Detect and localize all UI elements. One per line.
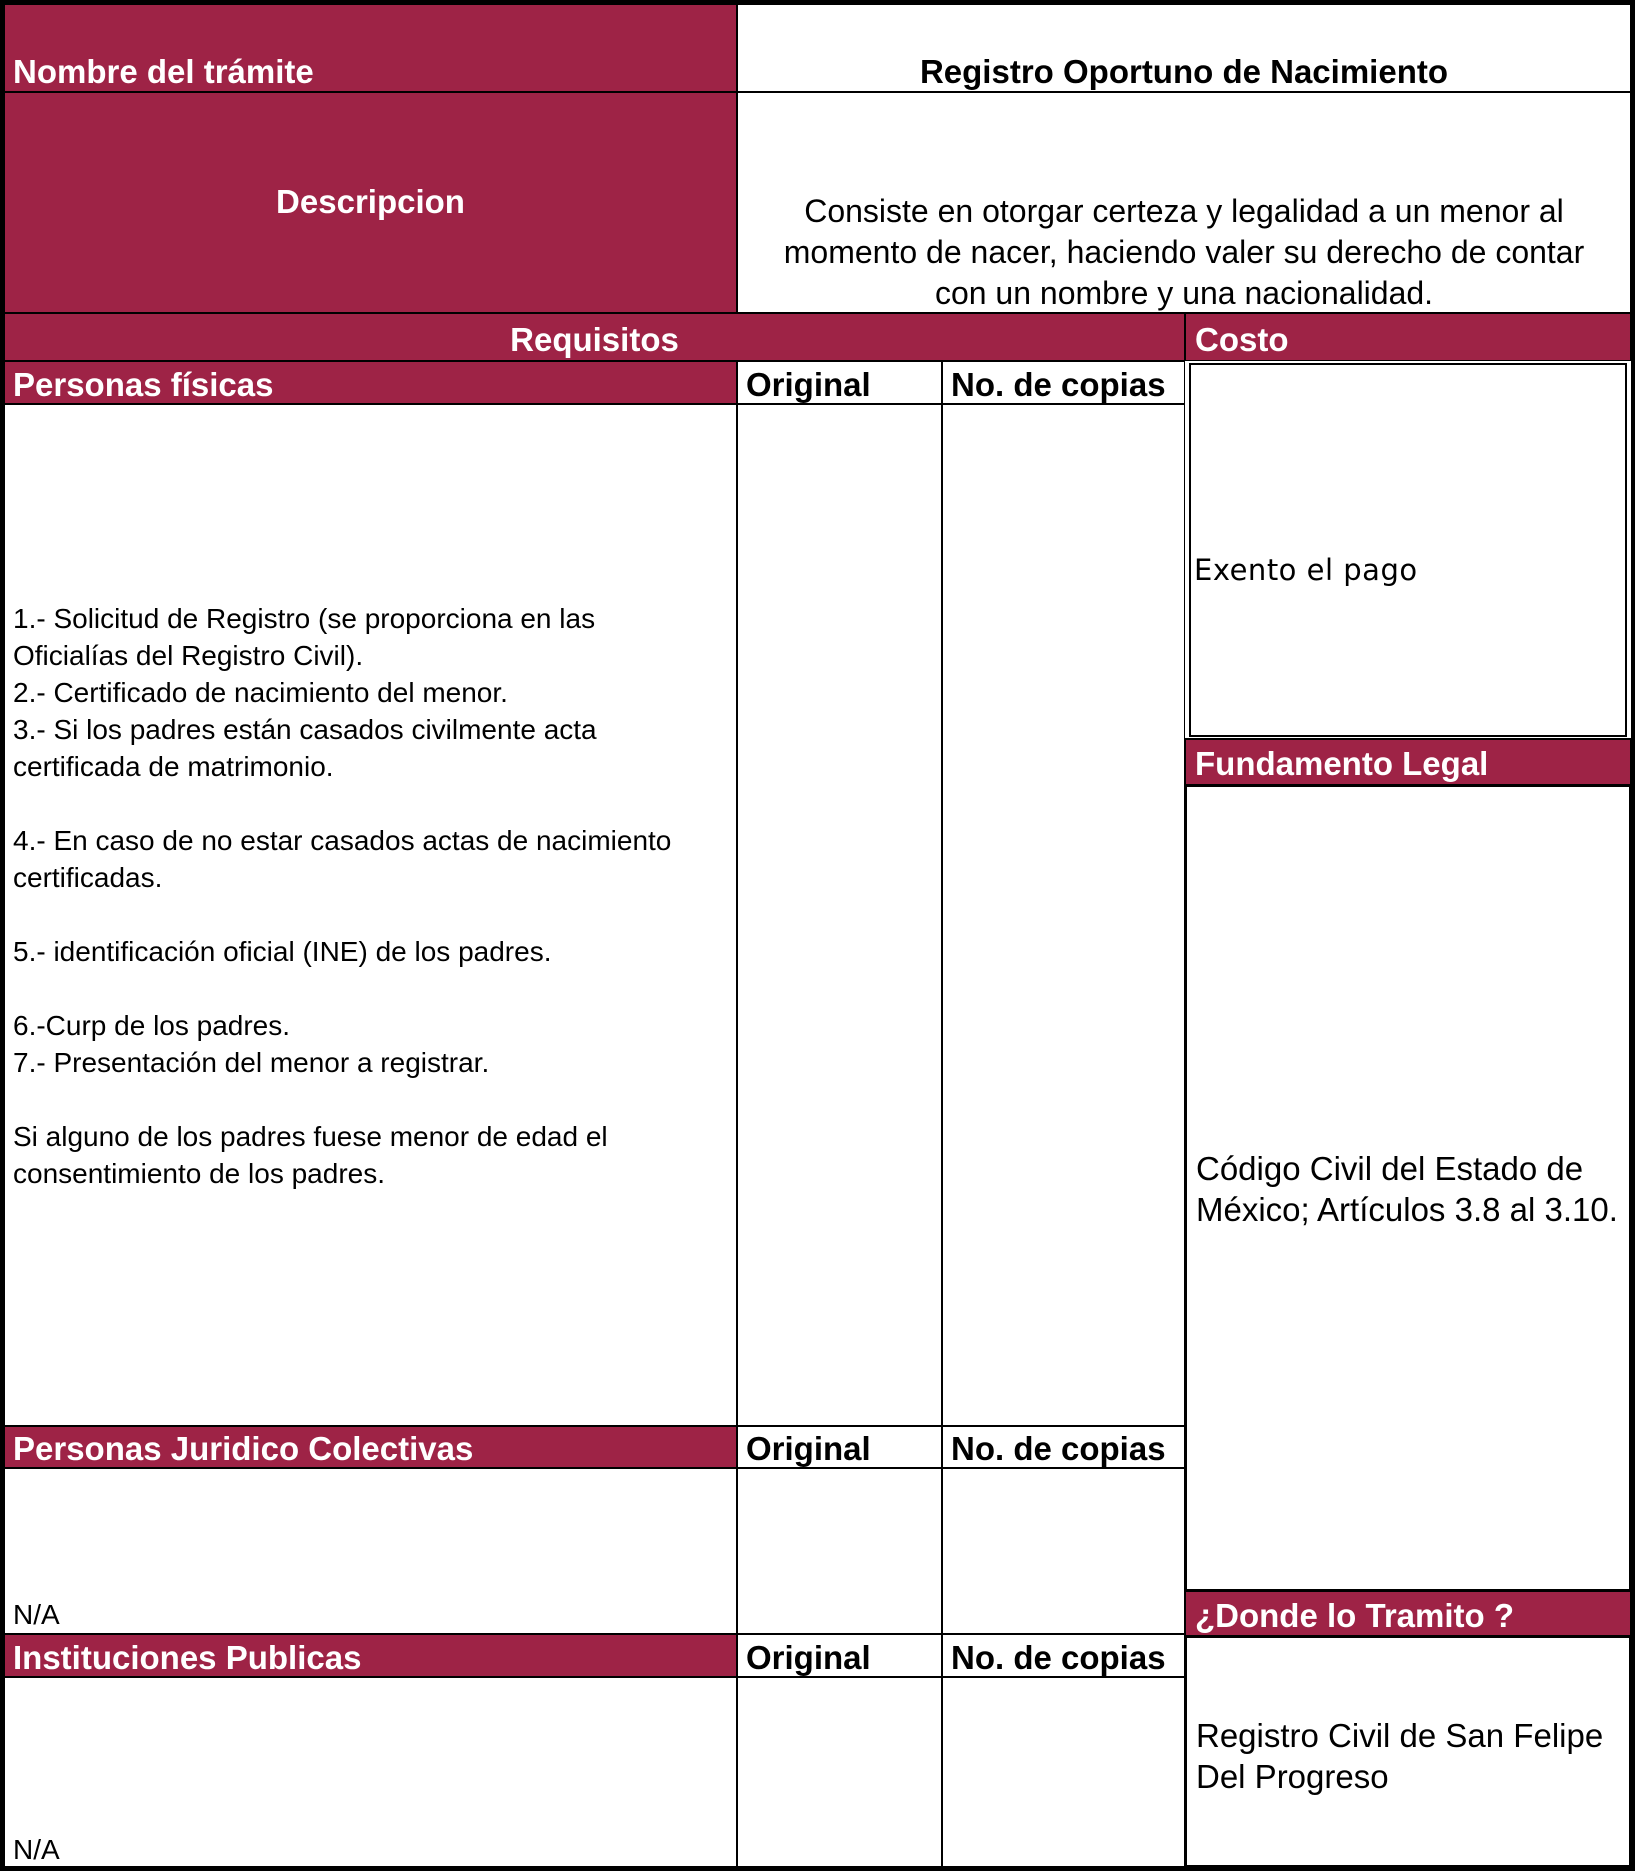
- original-label: Original: [746, 1430, 871, 1467]
- requirement-line: 2.- Certificado de nacimiento del menor.: [13, 677, 508, 708]
- copies-label: No. de copias: [951, 1430, 1166, 1467]
- name-value-cell: [736, 3, 1632, 93]
- requirement-line: Si alguno de los padres fuese menor de edad el: [13, 1121, 608, 1152]
- personas-fisicas-content: [3, 403, 738, 1427]
- requirement-line: [13, 1081, 730, 1118]
- description-label-cell: [3, 91, 738, 314]
- original-header-2: [736, 1425, 943, 1469]
- requirement-line: [13, 785, 730, 822]
- costo-title: Costo: [1195, 321, 1289, 358]
- description-text: Consiste en otorgar certeza y legalidad a un menor al momento de nacer, haciendo valer su derecho de contar con un nombre y una nacionalidad.: [783, 193, 1585, 311]
- donde-text: [1196, 1715, 1603, 1797]
- requirement-line: 1.- Solicitud de Registro (se proporciona en las: [13, 603, 596, 634]
- fundamento-line: Código Civil del Estado de: [1196, 1150, 1584, 1187]
- original-column-2: [736, 1467, 943, 1635]
- requirement-line: 5.- identificación oficial (INE) de los padres.: [13, 936, 552, 967]
- costo-header: [1184, 312, 1632, 362]
- copies-column-2: [941, 1467, 1186, 1635]
- costo-value: Exento el pago: [1194, 553, 1418, 587]
- original-label: Original: [746, 1639, 871, 1676]
- donde-title: ¿Donde lo Tramito ?: [1195, 1597, 1514, 1634]
- instituciones-value: N/A: [13, 1834, 60, 1865]
- copies-label: No. de copias: [951, 1639, 1166, 1676]
- copies-column-3: [941, 1676, 1186, 1868]
- personas-juridico-value: N/A: [13, 1599, 60, 1630]
- description-label: Descripcion: [276, 183, 465, 220]
- personas-juridico-content: [3, 1467, 738, 1635]
- instituciones-header: [3, 1633, 738, 1678]
- instituciones-title: Instituciones Publicas: [13, 1639, 362, 1676]
- original-label: Original: [746, 366, 871, 403]
- personas-juridico-title: Personas Juridico Colectivas: [13, 1430, 474, 1467]
- procedure-name: Registro Oportuno de Nacimiento: [919, 53, 1449, 90]
- personas-fisicas-header: [3, 360, 738, 405]
- requirement-line: 7.- Presentación del menor a registrar.: [13, 1047, 490, 1078]
- personas-fisicas-title: Personas físicas: [13, 366, 274, 403]
- requirement-line: 4.- En caso de no estar casados actas de nacimiento: [13, 825, 672, 856]
- requirement-line: certificadas.: [13, 862, 163, 893]
- description-value-cell: [736, 91, 1632, 314]
- name-label: Nombre del trámite: [13, 53, 314, 90]
- copies-header-2: [941, 1425, 1186, 1469]
- original-column-3: [736, 1676, 943, 1868]
- requirements-list: [13, 600, 730, 1192]
- requisitos-title: Requisitos: [510, 321, 679, 358]
- requirement-line: 3.- Si los padres están casados civilmente acta: [13, 714, 597, 745]
- original-header-3: [736, 1633, 943, 1678]
- donde-line: Registro Civil de San Felipe: [1196, 1717, 1604, 1754]
- fundamento-text: [1196, 1148, 1618, 1230]
- requirement-line: [13, 896, 730, 933]
- copies-column-1: [941, 403, 1186, 1427]
- donde-content: [1184, 1635, 1632, 1868]
- requirement-line: [13, 970, 730, 1007]
- requirement-line: consentimiento de los padres.: [13, 1158, 385, 1189]
- name-label-cell: [3, 3, 738, 93]
- requirement-line: 6.-Curp de los padres.: [13, 1010, 291, 1041]
- requirement-line: certificada de matrimonio.: [13, 751, 334, 782]
- fundamento-title: Fundamento Legal: [1195, 745, 1489, 782]
- donde-header: [1184, 1590, 1632, 1637]
- original-header-1: [736, 360, 943, 405]
- copies-header-1: [941, 360, 1186, 405]
- personas-juridico-header: [3, 1425, 738, 1469]
- fundamento-line: México; Artículos 3.8 al 3.10.: [1196, 1191, 1618, 1228]
- requirement-line: Oficialías del Registro Civil).: [13, 640, 364, 671]
- original-column-1: [736, 403, 943, 1427]
- fundamento-content: [1184, 784, 1632, 1592]
- donde-line: Del Progreso: [1196, 1758, 1389, 1795]
- instituciones-content: [3, 1676, 738, 1868]
- costo-content: [1184, 360, 1632, 740]
- requisitos-header: [3, 312, 1186, 362]
- copies-header-3: [941, 1633, 1186, 1678]
- copies-label: No. de copias: [951, 366, 1166, 403]
- fundamento-header: [1184, 738, 1632, 786]
